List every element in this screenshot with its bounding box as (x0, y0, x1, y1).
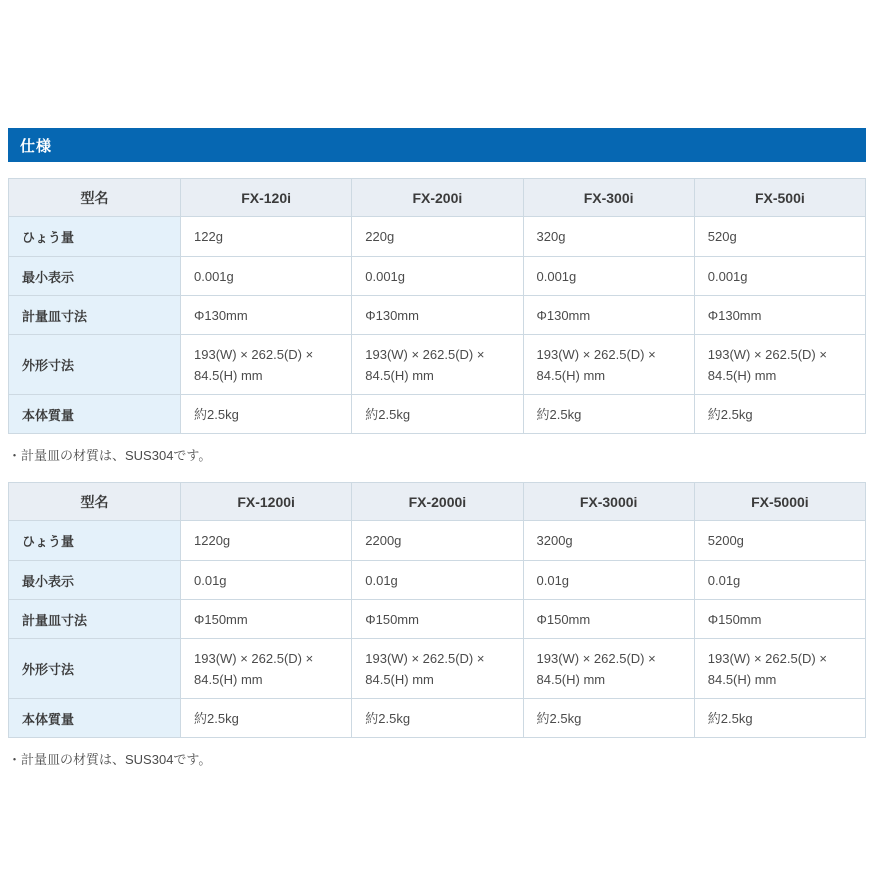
row-label: 本体質量 (9, 395, 181, 434)
model-column-header: FX-5000i (694, 483, 865, 521)
spec-value-cell: 1220g (181, 521, 352, 561)
table-row (9, 600, 866, 639)
spec-value-cell: Φ150mm (352, 600, 523, 639)
spec-value-cell: 193(W) × 262.5(D) × 84.5(H) mm (694, 639, 865, 699)
spec-value-cell: 2200g (352, 521, 523, 561)
row-label: ひょう量 (9, 217, 181, 257)
row-label: 最小表示 (9, 561, 181, 600)
spec-value-cell: Φ130mm (352, 296, 523, 335)
row-label: 最小表示 (9, 257, 181, 296)
spec-value-cell: 0.001g (523, 257, 694, 296)
pan-material-note-1: ・計量皿の材質は、SUS304です。 (8, 448, 212, 463)
spec-value-cell: 約2.5kg (694, 699, 865, 738)
spec-value-cell: 220g (352, 217, 523, 257)
model-column-header: FX-500i (694, 179, 865, 217)
model-column-header: FX-300i (523, 179, 694, 217)
spec-table-2 (8, 482, 866, 738)
spec-value-cell: Φ150mm (694, 600, 865, 639)
spec-value-cell: 193(W) × 262.5(D) × 84.5(H) mm (181, 335, 352, 395)
section-title: 仕様 (20, 137, 53, 155)
header-row (9, 483, 866, 521)
spec-value-cell: 約2.5kg (694, 395, 865, 434)
spec-value-cell: Φ130mm (694, 296, 865, 335)
model-column-header: FX-120i (181, 179, 352, 217)
spec-value-cell: 5200g (694, 521, 865, 561)
table-row (9, 521, 866, 561)
spec-value-cell: 約2.5kg (181, 395, 352, 434)
model-column-header: FX-2000i (352, 483, 523, 521)
spec-value-cell: 122g (181, 217, 352, 257)
table-row (9, 699, 866, 738)
spec-value-cell: 0.01g (694, 561, 865, 600)
row-label: 本体質量 (9, 699, 181, 738)
header-row (9, 179, 866, 217)
table-row (9, 257, 866, 296)
row-label: 計量皿寸法 (9, 600, 181, 639)
model-column-header: FX-200i (352, 179, 523, 217)
table-row (9, 335, 866, 395)
spec-value-cell: 0.01g (352, 561, 523, 600)
spec-value-cell: 0.001g (181, 257, 352, 296)
model-column-header: FX-1200i (181, 483, 352, 521)
spec-value-cell: 約2.5kg (352, 699, 523, 738)
spec-value-cell: 0.01g (181, 561, 352, 600)
spec-value-cell: 193(W) × 262.5(D) × 84.5(H) mm (181, 639, 352, 699)
spec-value-cell: 320g (523, 217, 694, 257)
row-label: 外形寸法 (9, 639, 181, 699)
row-label: 外形寸法 (9, 335, 181, 395)
table-row (9, 395, 866, 434)
row-label: ひょう量 (9, 521, 181, 561)
spec-table-1 (8, 178, 866, 434)
spec-value-cell: 193(W) × 262.5(D) × 84.5(H) mm (352, 335, 523, 395)
table-row (9, 296, 866, 335)
spec-value-cell: 0.01g (523, 561, 694, 600)
row-label: 計量皿寸法 (9, 296, 181, 335)
table-row (9, 639, 866, 699)
spec-value-cell: 193(W) × 262.5(D) × 84.5(H) mm (523, 639, 694, 699)
spec-value-cell: Φ130mm (523, 296, 694, 335)
spec-value-cell: Φ130mm (181, 296, 352, 335)
table-row (9, 561, 866, 600)
spec-value-cell: 約2.5kg (523, 395, 694, 434)
spec-value-cell: 約2.5kg (352, 395, 523, 434)
spec-value-cell: 193(W) × 262.5(D) × 84.5(H) mm (523, 335, 694, 395)
model-column-header: FX-3000i (523, 483, 694, 521)
spec-value-cell: 520g (694, 217, 865, 257)
spec-value-cell: 3200g (523, 521, 694, 561)
model-name-column-header: 型名 (9, 483, 181, 521)
pan-material-note-2: ・計量皿の材質は、SUS304です。 (8, 752, 212, 767)
spec-value-cell: 0.001g (694, 257, 865, 296)
spec-value-cell: 約2.5kg (181, 699, 352, 738)
spec-value-cell: Φ150mm (523, 600, 694, 639)
spec-value-cell: 0.001g (352, 257, 523, 296)
page-content (8, 0, 866, 768)
section-header-bar (8, 128, 866, 162)
spec-value-cell: 193(W) × 262.5(D) × 84.5(H) mm (694, 335, 865, 395)
spec-value-cell: 193(W) × 262.5(D) × 84.5(H) mm (352, 639, 523, 699)
spec-value-cell: Φ150mm (181, 600, 352, 639)
model-name-column-header: 型名 (9, 179, 181, 217)
table-row (9, 217, 866, 257)
spec-value-cell: 約2.5kg (523, 699, 694, 738)
